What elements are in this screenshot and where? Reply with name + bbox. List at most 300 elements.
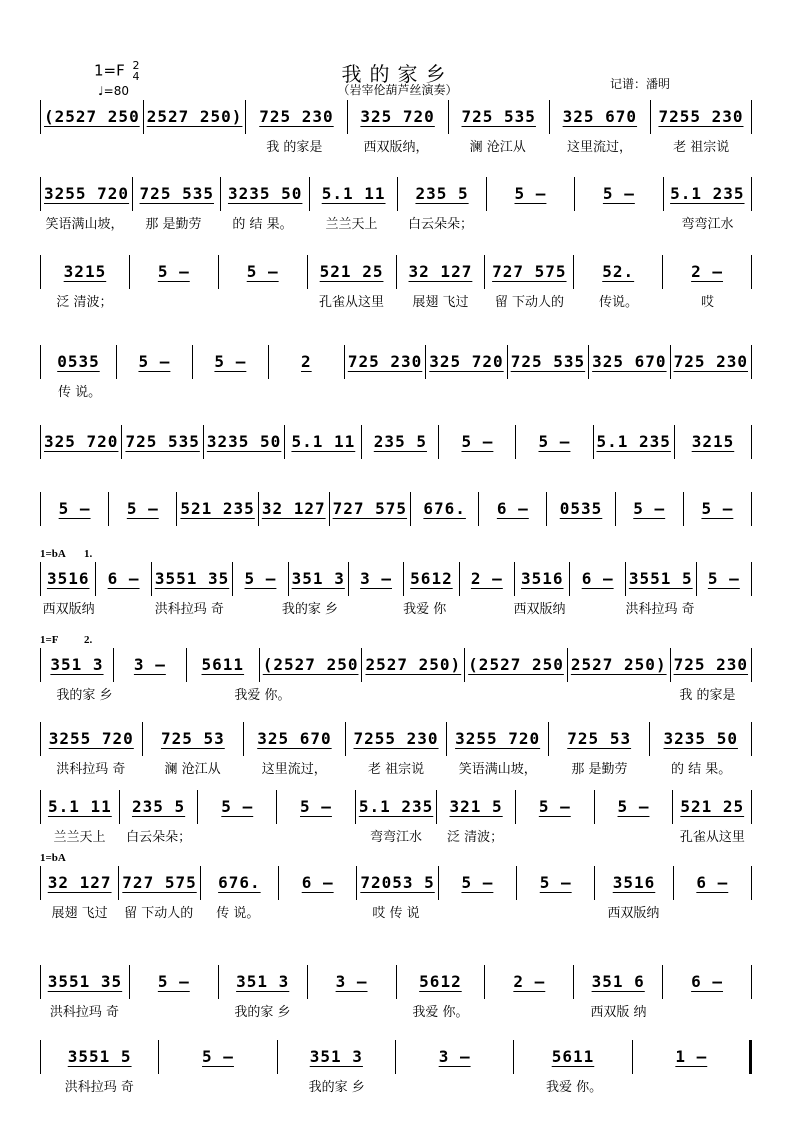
measure — [411, 492, 478, 526]
lyrics-line — [40, 598, 752, 616]
lyric-syllables — [277, 381, 356, 399]
measure-notes: 325 720 — [44, 431, 119, 451]
measure-notes: 3 – — [335, 971, 368, 991]
measure-notes: 3235 50 — [663, 728, 738, 748]
measure-notes: 2527 250) — [570, 654, 667, 674]
lyric-syllables — [97, 598, 154, 616]
measure — [41, 100, 143, 134]
measure — [348, 100, 448, 134]
lyric-syllables: 西双版纳 — [513, 602, 566, 617]
measure — [595, 866, 672, 900]
measure-notes: 3255 720 — [44, 183, 130, 203]
lyric-syllables — [396, 1076, 515, 1094]
key-change-mark: 1=bA — [40, 548, 66, 560]
measure-notes: 235 5 — [131, 796, 186, 816]
measure-notes: 521 25 — [319, 261, 384, 281]
lyric-syllables: 这里流过， — [566, 140, 632, 155]
measure — [479, 492, 546, 526]
measure — [130, 255, 218, 289]
measure-notes: 5 – — [461, 872, 494, 892]
lyric-syllables: 我 的家是 — [679, 688, 736, 703]
score-system — [40, 255, 752, 309]
lyric-syllables: 哎 — [700, 295, 714, 310]
measure-notes: 5612 — [410, 568, 453, 588]
measure-notes: 5 – — [138, 351, 171, 371]
measure — [109, 492, 176, 526]
measure — [447, 722, 548, 756]
measure — [595, 790, 673, 824]
lyric-syllables: 孔雀从这里 — [318, 295, 384, 310]
measure-notes: 5 – — [157, 261, 190, 281]
measure — [259, 492, 329, 526]
lyrics-line — [40, 213, 752, 231]
lyric-syllables: 这里流过， — [261, 762, 327, 777]
measure-notes: 5.1 235 — [670, 183, 745, 203]
measure-notes: 727 575 — [122, 872, 197, 892]
lyric-syllables: 我爱 你 — [403, 602, 447, 617]
lyric-syllables — [142, 136, 244, 154]
lyric-syllables: 兰兰天上 — [53, 830, 106, 845]
measure-notes: 7255 230 — [658, 106, 744, 126]
measure-notes: 3 – — [360, 568, 392, 588]
score-system — [40, 634, 752, 703]
lyric-syllables — [198, 826, 277, 844]
measure-notes: 5 – — [300, 796, 332, 816]
measure — [485, 965, 573, 999]
measure-notes: 325 720 — [429, 351, 504, 371]
lyric-syllables — [40, 136, 142, 154]
measure-notes: 2 — [301, 351, 312, 371]
lyric-syllables: 哎 传 说 — [372, 906, 420, 921]
measure — [574, 255, 662, 289]
measure — [289, 562, 348, 596]
measure — [187, 648, 259, 682]
measure — [664, 177, 751, 211]
measure — [119, 866, 199, 900]
measure-notes: 3235 50 — [227, 183, 303, 203]
measure-notes: 1 – — [675, 1046, 708, 1066]
lyric-syllables: 的 结 果。 — [232, 217, 293, 232]
lyric-syllables — [515, 461, 594, 479]
measure — [246, 100, 346, 134]
lyric-syllables — [40, 461, 119, 479]
barline — [751, 648, 752, 682]
measure — [437, 790, 515, 824]
barline — [751, 100, 752, 134]
measure — [485, 255, 573, 289]
measure — [574, 965, 662, 999]
measure-notes: 5 – — [461, 431, 494, 451]
measure-notes: 3215 — [63, 261, 107, 281]
measure — [487, 177, 574, 211]
lyric-syllables — [594, 826, 673, 844]
measure-notes: 5 – — [214, 351, 247, 371]
lyric-syllables — [40, 528, 111, 546]
measure — [516, 425, 592, 459]
measure-notes: 6 – — [107, 568, 140, 588]
lyric-syllables — [224, 598, 281, 616]
measure-notes: 725 230 — [347, 351, 423, 371]
measure — [120, 790, 198, 824]
measure — [117, 345, 192, 379]
measure-notes: 725 53 — [567, 728, 632, 748]
measure — [550, 100, 650, 134]
measure — [204, 425, 284, 459]
lyric-syllables — [485, 684, 574, 702]
measure — [41, 562, 95, 596]
measure-notes: 5 – — [602, 183, 635, 203]
measure-notes: 351 3 — [236, 971, 290, 991]
lyric-syllables — [129, 291, 218, 309]
measure-notes: 3235 50 — [206, 431, 282, 451]
barline — [751, 722, 752, 756]
lyric-syllables: 泛 清波； — [447, 830, 504, 845]
lyric-syllables — [467, 528, 538, 546]
measure-notes: 72053 5 — [360, 872, 435, 892]
measure-notes: 2527 250) — [365, 654, 462, 674]
measure — [310, 177, 397, 211]
measure-notes: 725 535 — [510, 351, 586, 371]
lyric-syllables: 留 下动人的 — [494, 295, 565, 310]
lyric-syllables: 老 祖宗说 — [673, 140, 730, 155]
measure-notes: 5 – — [539, 872, 572, 892]
measure — [41, 648, 113, 682]
measure-notes: 5 – — [202, 1046, 234, 1066]
measure-notes: 5 – — [221, 796, 254, 816]
measure — [549, 722, 650, 756]
measure — [651, 100, 751, 134]
lyric-syllables: 洪科拉玛 奇 — [154, 602, 224, 617]
lyrics-line — [40, 136, 752, 154]
measure — [41, 345, 116, 379]
measure-notes: 5611 — [201, 654, 245, 674]
measure — [198, 790, 276, 824]
lyric-syllables: 传 说。 — [57, 385, 102, 400]
measure-notes: 725 535 — [461, 106, 536, 126]
measure-notes: 325 720 — [360, 106, 435, 126]
staff-line — [40, 866, 752, 900]
lyric-syllables — [218, 291, 307, 309]
measure — [515, 562, 569, 596]
lyric-syllables: 弯弯江水 — [681, 217, 734, 232]
lyric-syllables: 展翅 飞过 — [412, 295, 469, 310]
measure — [514, 1040, 631, 1074]
measure-notes: 725 230 — [259, 106, 334, 126]
measure-notes: 235 5 — [415, 183, 469, 203]
score-system — [40, 492, 752, 546]
volta-mark: 1. — [84, 548, 93, 560]
measure-notes: 32 127 — [408, 261, 473, 281]
measure — [633, 1040, 750, 1074]
measure-notes: 3255 720 — [48, 728, 134, 748]
lyrics-line — [40, 291, 752, 309]
lyric-syllables — [277, 461, 356, 479]
measure-notes: 3551 5 — [67, 1046, 132, 1066]
measure — [460, 562, 514, 596]
measure-notes: 3255 720 — [455, 728, 541, 748]
lyric-syllables — [396, 528, 467, 546]
measure-notes: 725 230 — [673, 654, 749, 674]
measure-notes: 5 – — [617, 796, 650, 816]
measure-notes: 725 535 — [139, 183, 214, 203]
page-title: 我的家乡 — [341, 62, 454, 86]
lyric-syllables: 展翅 飞过 — [51, 906, 108, 921]
lyric-syllables — [681, 528, 752, 546]
lyric-syllables — [633, 1076, 752, 1094]
score-system — [40, 100, 752, 154]
lyric-syllables: 传说。 — [598, 295, 638, 310]
measure — [279, 866, 356, 900]
measure-notes: 2527 250) — [146, 106, 243, 126]
measure — [41, 492, 108, 526]
measure — [589, 345, 669, 379]
lyric-syllables: 我的家 乡 — [56, 688, 113, 703]
lyric-syllables: 西双版纳 — [42, 602, 95, 617]
lyric-syllables — [515, 902, 594, 920]
measure — [345, 345, 425, 379]
measure — [439, 866, 516, 900]
lyric-syllables — [695, 598, 752, 616]
score-system — [40, 548, 752, 617]
lyric-syllables — [325, 528, 396, 546]
score-system — [40, 1040, 752, 1094]
lyric-syllables: 我爱 你。 — [545, 1080, 603, 1095]
measure-notes: 351 3 — [309, 1046, 363, 1066]
measure-notes: 351 3 — [291, 568, 345, 588]
lyrics-line — [40, 528, 752, 546]
barline — [751, 866, 752, 900]
measure-notes: 3551 35 — [47, 971, 123, 991]
measure — [439, 425, 515, 459]
lyric-syllables — [663, 1001, 752, 1019]
measure-notes: 725 535 — [125, 431, 200, 451]
measure — [285, 425, 361, 459]
measure — [616, 492, 683, 526]
key-change-mark: 1=bA — [40, 852, 66, 864]
measure — [356, 790, 436, 824]
lyric-syllables: 我的家 乡 — [281, 602, 339, 617]
lyric-syllables — [356, 381, 435, 399]
measure — [96, 562, 150, 596]
measure — [650, 722, 751, 756]
score-system — [40, 965, 752, 1019]
lyric-syllables — [356, 461, 435, 479]
lyric-syllables — [538, 528, 609, 546]
measure — [349, 562, 403, 596]
measure-notes: 676. — [423, 498, 466, 518]
staff-line — [40, 425, 752, 459]
measure-notes: 725 53 — [160, 728, 225, 748]
measure — [568, 648, 670, 682]
lyric-syllables — [485, 1001, 574, 1019]
lyric-syllables — [396, 684, 485, 702]
measure-notes: 5.1 235 — [358, 796, 434, 816]
measure-notes: 3516 — [46, 568, 90, 588]
measure-notes: 727 575 — [332, 498, 408, 518]
measure — [122, 425, 202, 459]
measure — [114, 648, 186, 682]
measure — [663, 255, 751, 289]
measure — [177, 492, 257, 526]
measure — [41, 722, 142, 756]
measure-notes: 0535 — [57, 351, 100, 371]
measure — [362, 425, 438, 459]
measure — [396, 1040, 513, 1074]
notator-credit: 记谱：潘明 — [610, 77, 671, 91]
score-system — [40, 177, 752, 231]
measure — [697, 562, 751, 596]
measure — [675, 425, 751, 459]
measure — [41, 790, 119, 824]
measure — [260, 648, 362, 682]
measure-notes: 5 – — [514, 183, 547, 203]
score-system — [40, 790, 752, 844]
time-bottom: 4 — [132, 70, 140, 83]
measure — [575, 177, 662, 211]
measure-notes: 52. — [602, 261, 635, 281]
measure-notes: 351 3 — [50, 654, 104, 674]
lyric-syllables — [129, 684, 218, 702]
score-system — [40, 722, 752, 776]
measure — [684, 492, 751, 526]
measure — [357, 866, 437, 900]
score-system — [40, 345, 752, 399]
lyric-syllables — [610, 528, 681, 546]
measure-notes: 2 – — [513, 971, 546, 991]
measure — [404, 562, 458, 596]
barline — [751, 177, 752, 211]
measure-notes: 521 235 — [180, 498, 255, 518]
measure-notes: 321 5 — [449, 796, 503, 816]
measure — [41, 866, 118, 900]
measure — [426, 345, 506, 379]
measure-notes: 5.1 11 — [291, 431, 356, 451]
lyrics-line — [40, 1001, 752, 1019]
lyric-syllables — [594, 461, 673, 479]
lyric-syllables — [307, 684, 396, 702]
measure-notes: 325 670 — [257, 728, 332, 748]
measure-notes: 725 230 — [673, 351, 748, 371]
measure — [547, 492, 614, 526]
measure-notes: 5.1 235 — [596, 431, 671, 451]
lyric-syllables — [159, 1076, 278, 1094]
lyric-syllables — [568, 598, 625, 616]
measure-notes: 5 – — [701, 498, 734, 518]
measure — [244, 722, 345, 756]
staff-line — [40, 790, 752, 824]
lyric-syllables: 白云朵朵； — [407, 217, 473, 232]
lyrics-line — [40, 461, 752, 479]
barline — [751, 425, 752, 459]
measure — [219, 965, 307, 999]
lyric-syllables: 洪科拉玛 奇 — [64, 1080, 134, 1095]
measure — [663, 965, 751, 999]
measure-notes: 351 6 — [591, 971, 645, 991]
measure — [219, 255, 307, 289]
lyric-syllables — [111, 528, 182, 546]
lyric-syllables: 兰兰天上 — [325, 217, 378, 232]
measure — [516, 790, 594, 824]
measure — [673, 790, 751, 824]
lyrics-line — [40, 826, 752, 844]
time-top: 2 — [132, 59, 140, 72]
measure — [41, 255, 129, 289]
measure — [152, 562, 232, 596]
lyric-syllables: 那 是勤劳 — [145, 217, 202, 232]
lyric-syllables: 西双版纳， — [363, 140, 429, 155]
barline — [751, 255, 752, 289]
measure-notes: 6 – — [301, 872, 334, 892]
lyrics-line — [40, 758, 752, 776]
measure-notes: 0535 — [559, 498, 603, 518]
measure — [41, 177, 132, 211]
measure-notes: 5 – — [246, 261, 279, 281]
lyric-syllables — [436, 381, 515, 399]
measure-notes: 325 670 — [562, 106, 638, 126]
lyric-syllables — [277, 826, 356, 844]
lyric-syllables — [485, 213, 574, 231]
measure — [594, 425, 674, 459]
barline — [751, 562, 752, 596]
lyric-syllables: 孔雀从这里 — [679, 830, 745, 845]
lyric-syllables: 澜 沧江从 — [469, 140, 526, 155]
measure-notes: 5 – — [538, 796, 571, 816]
barline — [750, 1040, 752, 1074]
measure — [130, 965, 218, 999]
lyric-syllables — [453, 598, 510, 616]
lyric-syllables — [574, 213, 663, 231]
key-text: 1=F — [94, 61, 125, 80]
measure-notes: 5 – — [707, 568, 740, 588]
lyric-syllables: 我的家 乡 — [308, 1080, 365, 1095]
measure — [671, 648, 751, 682]
measure-notes: 3551 35 — [154, 568, 230, 588]
lyric-syllables: 老 祖宗说 — [367, 762, 425, 777]
measure — [159, 1040, 276, 1074]
lyric-syllables — [277, 902, 356, 920]
measure — [133, 177, 220, 211]
measure-notes: 3516 — [520, 568, 564, 588]
key-change-mark: 1=F — [40, 634, 59, 646]
measure-notes: 6 – — [696, 872, 729, 892]
measure — [193, 345, 268, 379]
measure — [201, 866, 278, 900]
lyric-syllables: 弯弯江水 — [369, 830, 422, 845]
measure-notes: 521 25 — [680, 796, 745, 816]
measure-notes: 7255 230 — [353, 728, 439, 748]
lyric-syllables: 洪科拉玛 奇 — [49, 1005, 120, 1020]
measure-notes: 5611 — [551, 1046, 595, 1066]
measure — [517, 866, 594, 900]
lyric-syllables — [436, 461, 515, 479]
measure-notes: 5 – — [244, 568, 277, 588]
lyric-syllables: 我 的家是 — [266, 140, 323, 155]
measure — [143, 722, 244, 756]
measure — [144, 100, 246, 134]
lyric-syllables — [574, 684, 663, 702]
measure — [233, 562, 287, 596]
lyrics-line — [40, 684, 752, 702]
measure-notes: 235 5 — [373, 431, 427, 451]
lyric-syllables — [198, 461, 277, 479]
measure-notes: 3551 5 — [628, 568, 693, 588]
lyric-syllables — [673, 381, 752, 399]
barline — [751, 345, 752, 379]
measure-notes: 6 – — [496, 498, 529, 518]
lyric-syllables — [515, 826, 594, 844]
measure — [221, 177, 308, 211]
barline — [751, 492, 752, 526]
